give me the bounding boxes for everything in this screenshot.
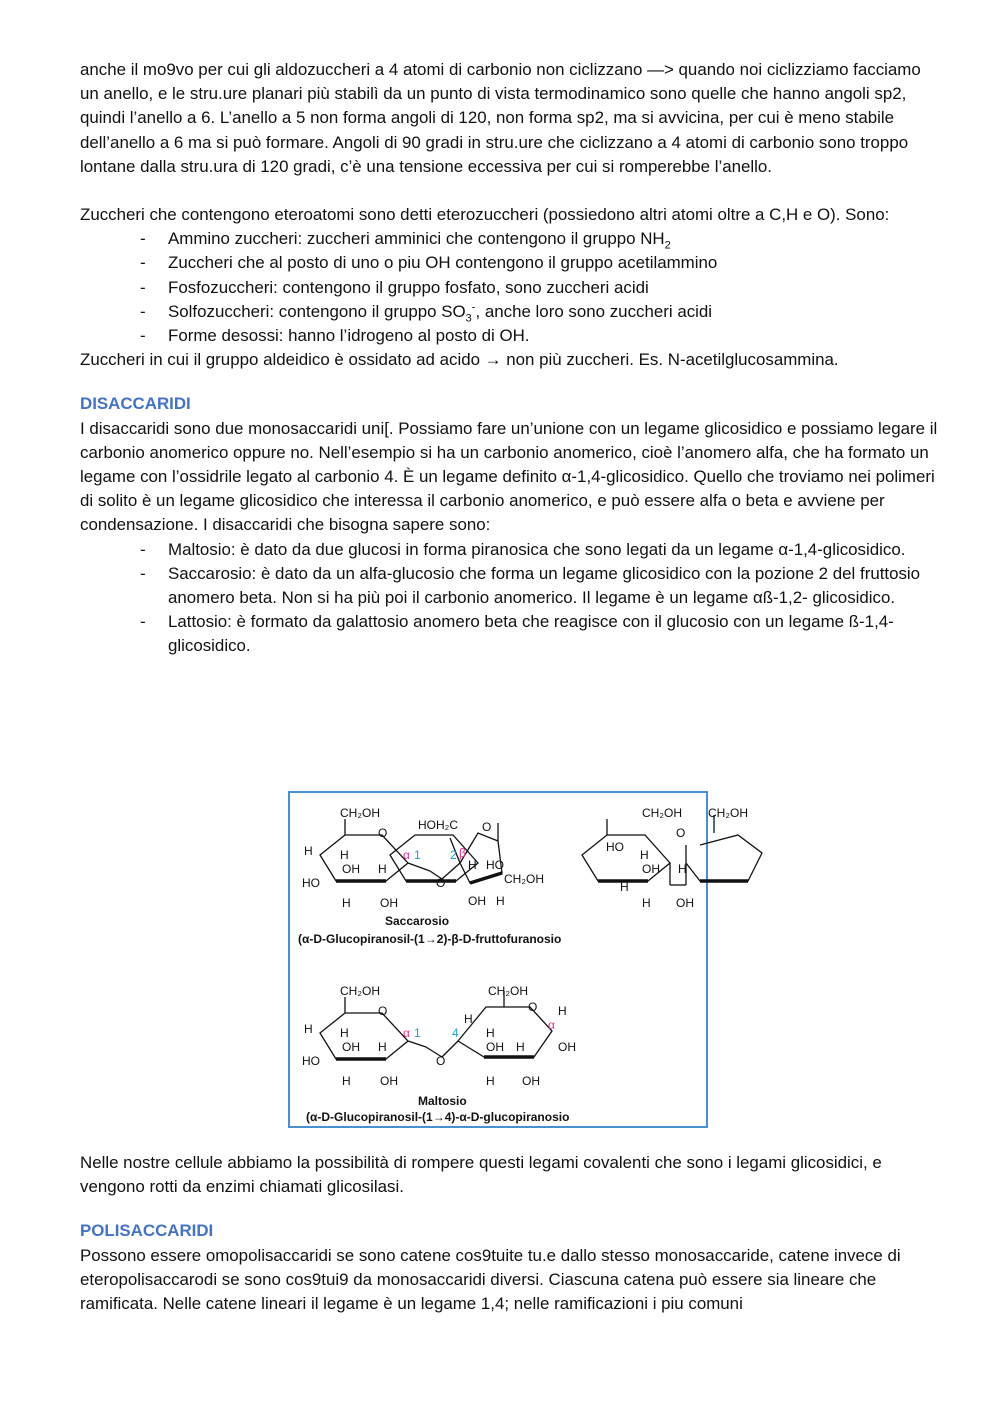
list-item: - Forme desossi: hanno l’idrogeno al posto di OH. — [168, 324, 942, 348]
heading-polisaccaridi: POLISACCARIDI — [80, 1221, 214, 1241]
document-page-bottom — [80, 1151, 942, 1316]
label-h: H — [678, 862, 687, 876]
document-page — [80, 58, 942, 659]
disaccharide-figure — [288, 791, 748, 1128]
label-h: H — [464, 1012, 473, 1026]
eterozuccheri-paragraph: Zuccheri che contengono eteroatomi sono detti eterozuccheri (possiedono altri atomi oltre a C,H e O). Sono: — [80, 205, 890, 225]
disaccharide-structures — [290, 793, 748, 1126]
label-h: H — [640, 848, 649, 862]
label-oh: OH — [558, 1040, 576, 1054]
label-oh: OH — [342, 1040, 360, 1054]
eterozuccheri-list — [80, 227, 942, 348]
label-number: 2 — [450, 848, 457, 862]
label-alpha: α — [403, 848, 410, 862]
label-ch2oh: CH₂OH — [708, 806, 748, 820]
list-item: - Solfozuccheri: contengono il gruppo $SO_3^-$, anche loro sono zuccheri acidi — [168, 300, 942, 324]
saccarosio-name: Saccarosio — [385, 914, 450, 928]
disaccaridi-list — [80, 538, 942, 659]
label-h: H — [516, 1040, 525, 1054]
label-o: O — [482, 820, 492, 834]
label-h: H — [304, 1022, 313, 1036]
label-ch2oh: CH₂OH — [642, 806, 682, 820]
label-number: 1 — [414, 1026, 421, 1040]
label-h: H — [620, 880, 629, 894]
label-o: O — [378, 826, 388, 840]
label-ch2oh: CH₂OH — [340, 984, 380, 998]
label-oh: OH — [642, 862, 660, 876]
label-o: O — [436, 1054, 446, 1068]
maltosio-name: Maltosio — [418, 1094, 467, 1108]
label-h: H — [558, 1004, 567, 1018]
label-ch2oh: CH₂OH — [488, 984, 528, 998]
list-item: - Fosfozuccheri: contengono il gruppo fosfato, sono zuccheri acidi — [168, 276, 942, 300]
label-h: H — [378, 862, 387, 876]
label-ho: HO — [302, 1054, 320, 1068]
label-oh: OH — [380, 1074, 398, 1088]
intro-paragraph: anche il mo9vo per cui gli aldozuccheri a 4 atomi di carbonio non ciclizzano —> quando noi ciclizziamo facciamo un anello, e le stru.ure planari più stabilì da un punto di vista termodinamico sono quelle che hanno angoli sp2, quindi l’anello a 6. L’anello a 5 non forma angoli di 120, non forma sp2, ma si avvicina, per cui è meno stabile dell’anello a 6 ma si può formare. Angoli di 90 gradi in stru.ure che ciclizzano a 4 atomi di carbonio sono troppo lontane dalla stru.ura di 120 gradi, c’è una tensione eccessiva per cui si romperebbe l’anello. — [80, 60, 921, 176]
label-alpha: α — [548, 1018, 555, 1032]
label-h: H — [342, 896, 351, 910]
disaccaridi-paragraph: I disaccaridi sono due monosaccaridi uni[. Possiamo fare un’unione con un legame glicosidico e possiamo legare il carbonio anomerico oppure no. Nell’esempio si ha un carbonio anomerico, cioè l’anomero alfa, che ha formato un legame con l’ossidrile legato al carbonio 4. È un legame definito α-1,4-glicosidico. Quello che troviamo nei polimeri di solito è un legame glicosidico che interessa il carbonio anomerico, e può essere alfa o beta e avviene per condensazione. I disaccaridi che bisogna sapere sono: — [80, 418, 938, 535]
list-item: - Lattosio: è formato da galattosio anomero beta che reagisce con il glucosio con un legame ß-1,4-glicosidico. — [168, 610, 942, 658]
label-oh: OH — [486, 1040, 504, 1054]
label-h: H — [342, 1074, 351, 1088]
label-o: O — [378, 1004, 388, 1018]
label-h: H — [642, 896, 651, 910]
label-ch2oh: CH₂OH — [340, 806, 380, 820]
label-ho: HO — [486, 858, 504, 872]
label-o: O — [528, 1000, 538, 1014]
label-alpha: α — [403, 1026, 410, 1040]
label-oh: OH — [380, 896, 398, 910]
label-o: O — [436, 876, 446, 890]
label-number: 1 — [414, 848, 421, 862]
label-h: H — [486, 1074, 495, 1088]
label-oh: OH — [342, 862, 360, 876]
label-h: H — [468, 858, 477, 872]
label-h: H — [304, 844, 313, 858]
label-number: 4 — [452, 1026, 459, 1040]
label-hoh2c: HOH₂C — [418, 818, 458, 832]
label-ch2oh: CH₂OH — [504, 872, 544, 886]
label-oh: OH — [468, 894, 486, 908]
label-h: H — [340, 1026, 349, 1040]
label-h: H — [378, 1040, 387, 1054]
maltosio-description: (α-D-Glucopiranosil-(1→4)-α-D-glucopiranosio — [306, 1110, 570, 1124]
glicosilasi-paragraph: Nelle nostre cellule abbiamo la possibilità di rompere questi legami covalenti che sono i legami glicosidici, e vengono rotti da enzimi chiamati glicosilasi. — [80, 1153, 882, 1197]
label-h: H — [496, 894, 505, 908]
list-item: - Ammino zuccheri: zuccheri amminici che contengono il gruppo $NH_2$ — [168, 227, 942, 251]
label-oh: OH — [676, 896, 694, 910]
saccarosio-description: (α-D-Glucopiranosil-(1→2)-β-D-fruttofuranosio — [298, 932, 562, 946]
label-h: H — [340, 848, 349, 862]
list-item: - Maltosio: è dato da due glucosi in forma piranosica che sono legati da un legame α-1,4-glicosidico. — [168, 538, 942, 562]
list-item: - Zuccheri che al posto di uno o piu OH contengono il gruppo acetilammino — [168, 251, 942, 275]
label-oh: OH — [522, 1074, 540, 1088]
heading-disaccaridi: DISACCARIDI — [80, 394, 191, 414]
label-o: O — [676, 826, 686, 840]
label-beta: β — [459, 846, 466, 860]
label-ho: HO — [606, 840, 624, 854]
label-h: H — [486, 1026, 495, 1040]
polisaccaridi-paragraph: Possono essere omopolisaccaridi se sono catene cos9tuite tu.e dallo stesso monosaccaride, catene invece di eteropolisaccarodi se sono cos9tui9 da monosaccaridi diversi. Ciascuna catena può essere sia lineare che ramificata. Nelle catene lineari il legame è un legame 1,4; nelle ramificazioni i piu comuni — [80, 1245, 901, 1314]
label-ho: HO — [302, 876, 320, 890]
acidi-paragraph: Zuccheri in cui il gruppo aldeidico è ossidato ad acido → non più zuccheri. Es. N-acetilglucosammina. — [80, 350, 839, 370]
list-item: - Saccarosio: è dato da un alfa-glucosio che forma un legame glicosidico con la pozione 2 del fruttosio anomero beta. Non si ha più poi il carbonio anomerico. Il legame è un legame αß-1,2- glicosidico. — [168, 562, 942, 610]
